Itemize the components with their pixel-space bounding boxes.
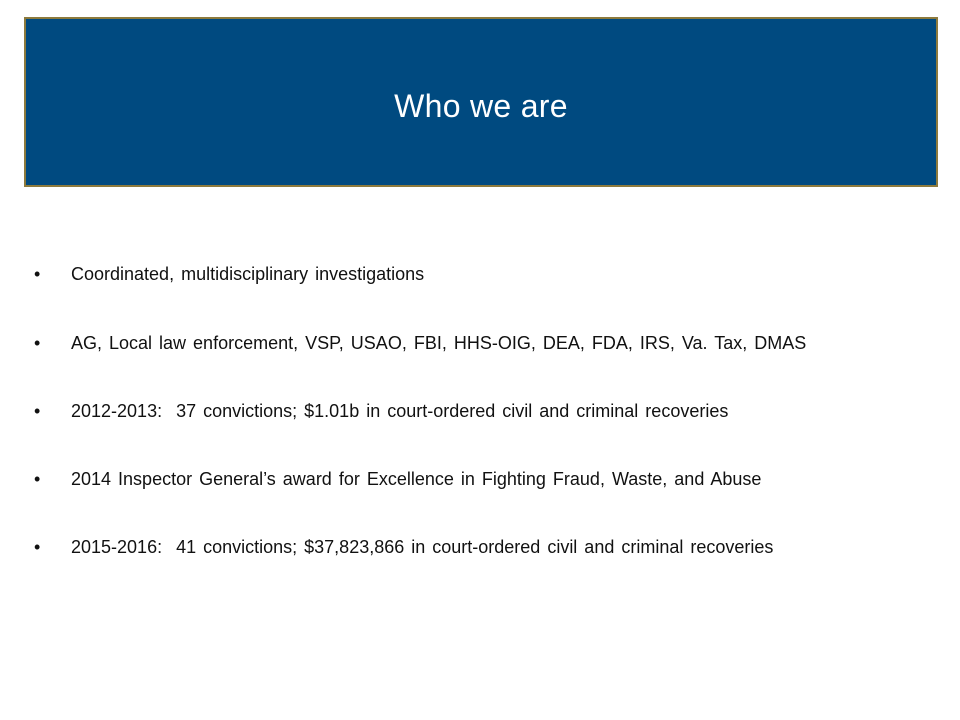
bullet-icon: •: [34, 401, 41, 421]
bullet-icon: •: [34, 333, 41, 353]
bullet-item-partner-agencies: [34, 331, 914, 356]
bullet-text: 2012-2013: 37 convictions; $1.01b in court-ordered civil and criminal recoveries: [71, 401, 729, 421]
slide-title: Who we are: [394, 87, 568, 124]
bullet-text: Coordinated, multidisciplinary investigations: [71, 264, 425, 284]
bullet-item-coordinated-investigations: [34, 262, 914, 287]
bullet-text: 2014 Inspector General’s award for Excellence in Fighting Fraud, Waste, and Abuse: [71, 469, 762, 489]
bullet-item-2012-2013-results: [34, 399, 914, 424]
bullet-text: 2015-2016: 41 convictions; $37,823,866 in court-ordered civil and criminal recoveries: [71, 537, 774, 557]
title-banner: [24, 17, 938, 187]
bullet-item-2015-2016-results: [34, 535, 914, 560]
bullet-item-2014-award: [34, 467, 914, 492]
bullet-text: AG, Local law enforcement, VSP, USAO, FBI, HHS-OIG, DEA, FDA, IRS, Va. Tax, DMAS: [71, 333, 807, 353]
bullet-icon: •: [34, 537, 41, 557]
bullet-list: [34, 262, 914, 560]
bullet-icon: •: [34, 264, 41, 284]
bullet-icon: •: [34, 469, 41, 489]
